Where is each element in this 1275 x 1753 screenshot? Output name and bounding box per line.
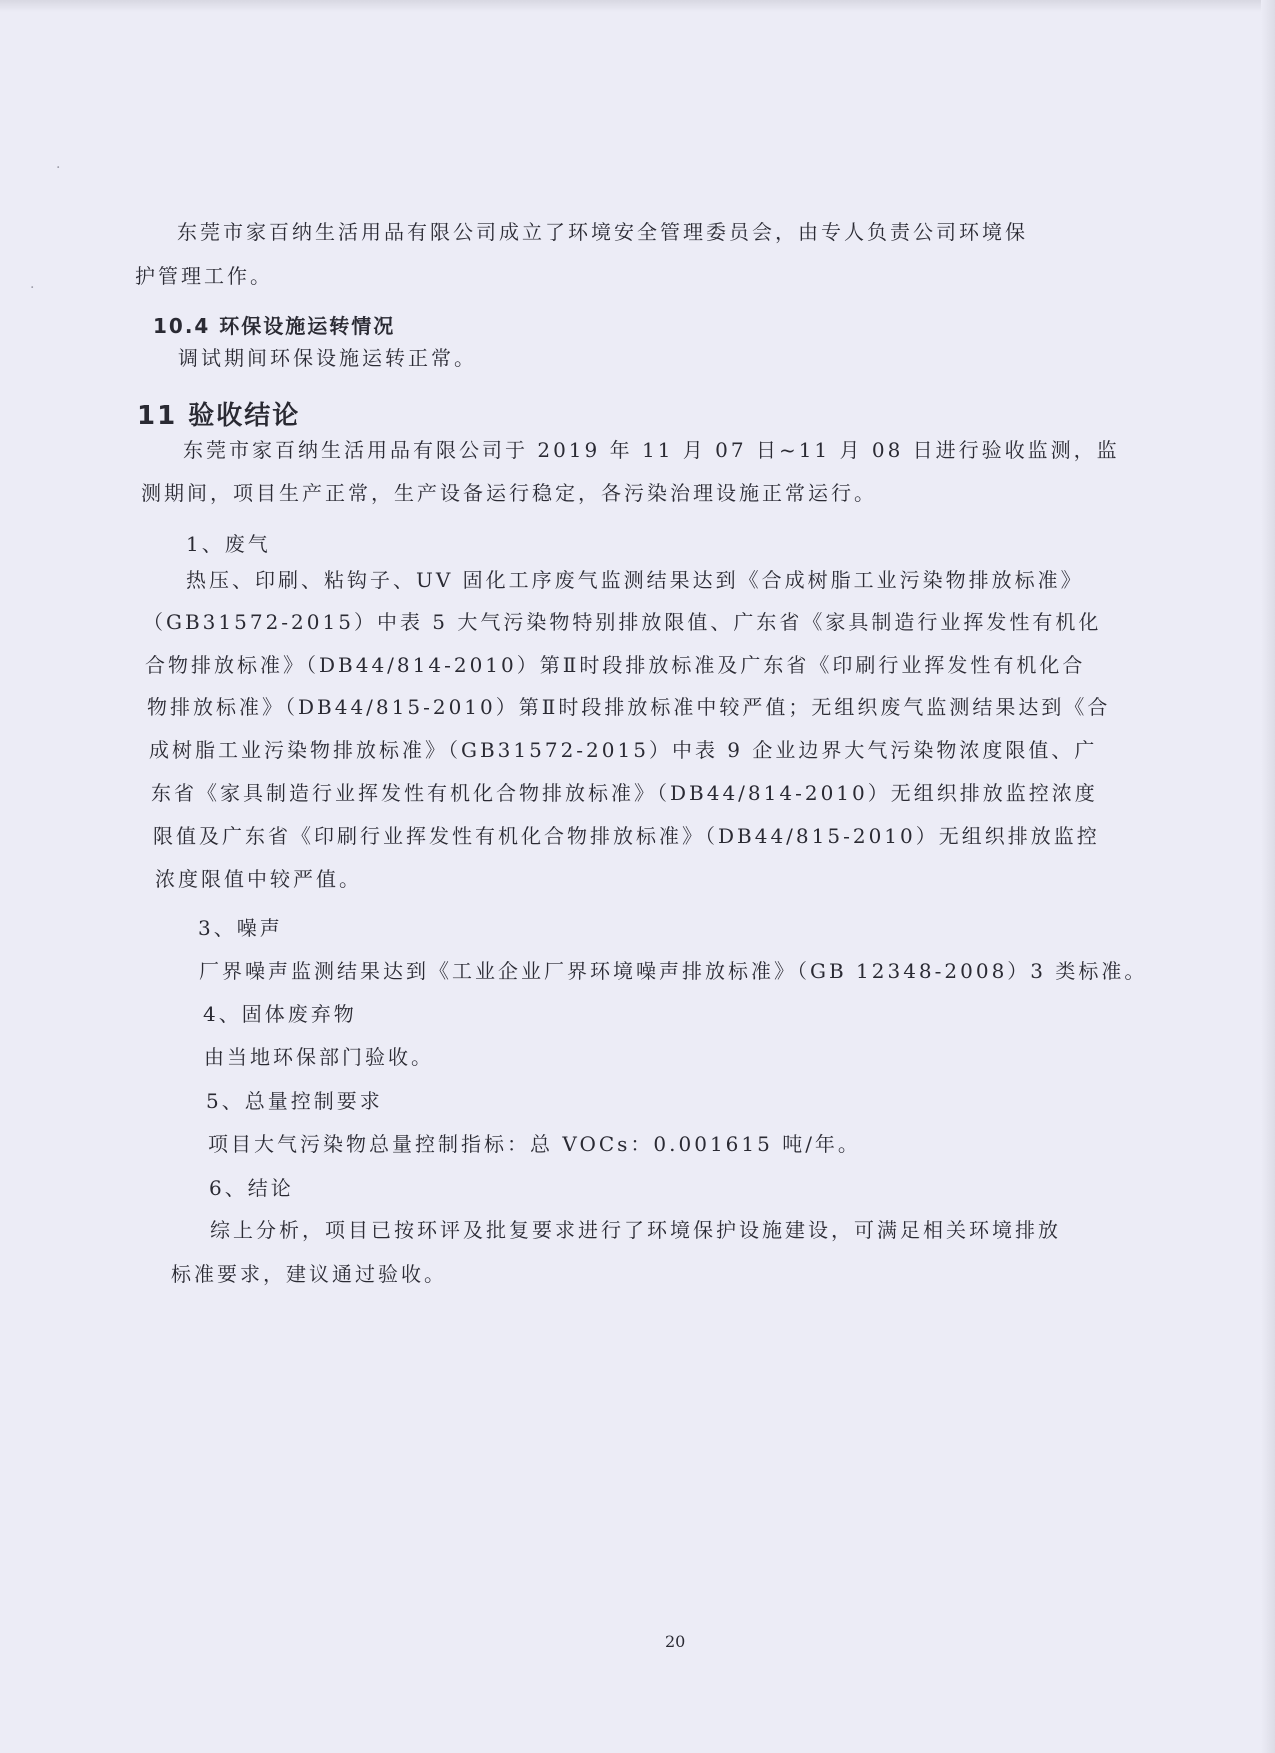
waste-gas-line: 浓度限值中较严值。 [155,867,362,891]
noise-title: 3、噪声 [198,916,283,940]
scan-speck: · [30,280,35,296]
waste-gas-line: 限值及广东省《印刷行业挥发性有机化合物排放标准》（DB44/815-2010）无组织排放监控 [153,824,1100,848]
noise-body: 厂界噪声监测结果达到《工业企业厂界环境噪声排放标准》（GB 12348-2008）3 类标准。 [199,959,1148,983]
conclusion-title: 6、结论 [209,1176,294,1200]
section-11-intro-line-1: 东莞市家百纳生活用品有限公司于 2019 年 11 月 07 日~11 月 08 日进行验收监测，监 [183,438,1120,462]
waste-gas-line: 合物排放标准》（DB44/814-2010）第Ⅱ时段排放标准及广东省《印刷行业挥发性有机化合 [145,653,1086,677]
waste-gas-line: 物排放标准》（DB44/815-2010）第Ⅱ时段排放标准中较严值；无组织废气监测结果达到《合 [147,695,1111,719]
waste-gas-line: 东省《家具制造行业挥发性有机化合物排放标准》（DB44/814-2010）无组织排放监控浓度 [151,781,1098,805]
total-control-title: 5、总量控制要求 [206,1089,383,1113]
intro-line-1: 东莞市家百纳生活用品有限公司成立了环境安全管理委员会，由专人负责公司环境保 [177,220,1028,244]
waste-gas-title: 1、废气 [186,532,271,556]
section-11-heading: 11 验收结论 [137,401,301,431]
total-control-body: 项目大气污染物总量控制指标：总 VOCs：0.001615 吨/年。 [208,1132,861,1156]
solid-waste-body: 由当地环保部门验收。 [204,1045,434,1069]
section-10-4-body: 调试期间环保设施运转正常。 [178,346,477,370]
page-number: 20 [665,1632,686,1651]
scan-speck: · [56,160,61,176]
waste-gas-line: 成树脂工业污染物排放标准》（GB31572-2015）中表 9 企业边界大气污染物浓度限值、广 [149,738,1098,762]
section-10-4-heading: 10.4 环保设施运转情况 [153,314,396,338]
scan-right-edge [1261,0,1275,1753]
scan-top-edge [0,0,1275,12]
waste-gas-line: 热压、印刷、粘钩子、UV 固化工序废气监测结果达到《合成树脂工业污染物排放标准》 [186,568,1084,592]
waste-gas-line: （GB31572-2015）中表 5 大气污染物特别排放限值、广东省《家具制造行业挥发性有机化 [143,610,1102,634]
section-11-intro-line-2: 测期间，项目生产正常，生产设备运行稳定，各污染治理设施正常运行。 [141,481,877,505]
conclusion-line-1: 综上分析，项目已按环评及批复要求进行了环境保护设施建设，可满足相关环境排放 [210,1218,1061,1242]
intro-line-2: 护管理工作。 [135,264,273,288]
conclusion-line-2: 标准要求，建议通过验收。 [171,1262,447,1286]
solid-waste-title: 4、固体废弃物 [203,1002,357,1026]
